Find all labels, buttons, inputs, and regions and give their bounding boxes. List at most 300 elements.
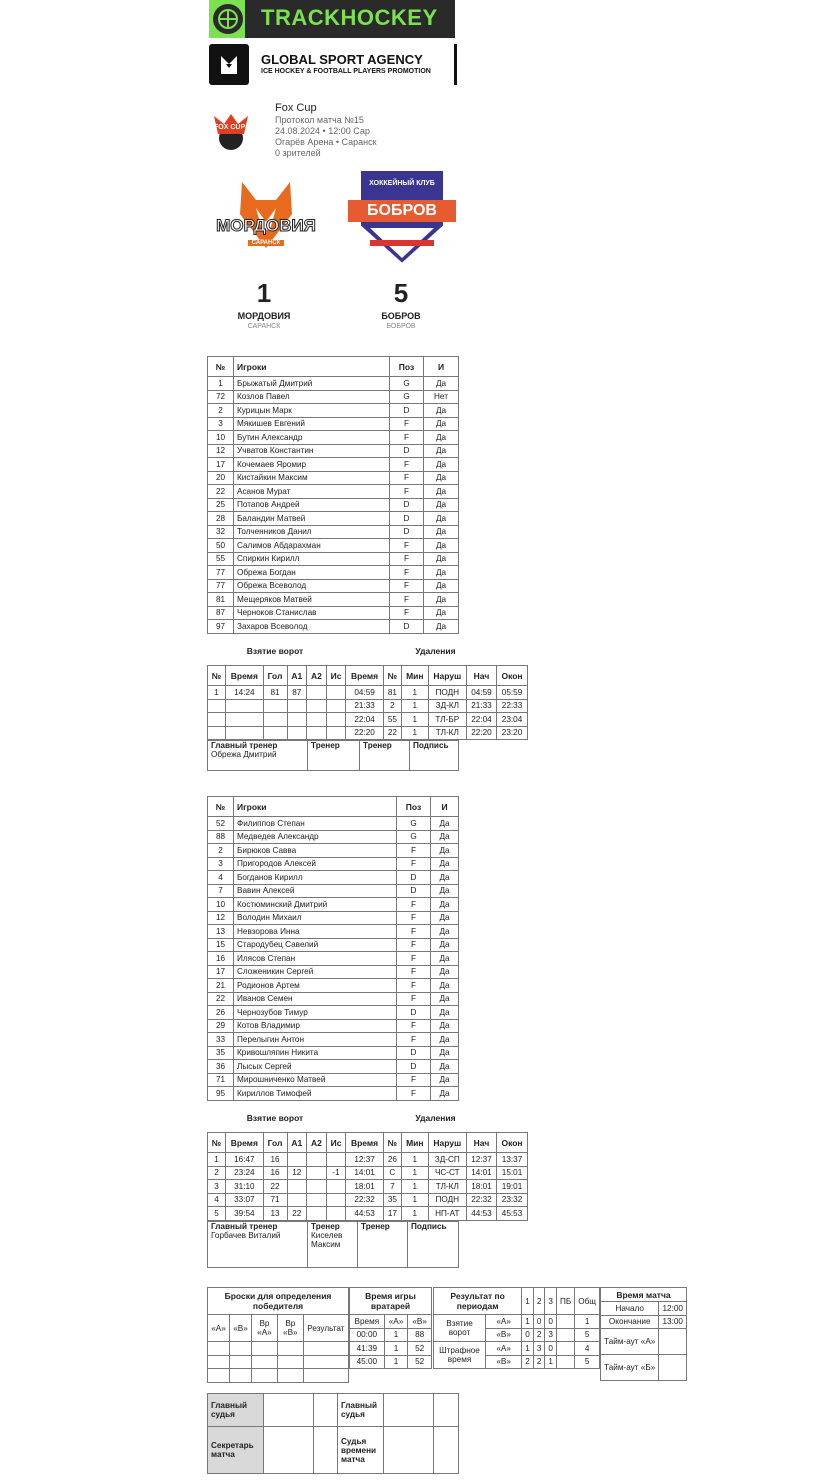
shootout-col: «В» [230,1315,252,1342]
team-label: «А» [486,1342,522,1356]
player-row [208,377,459,391]
goal-cell: 87 [287,686,307,700]
goal-cell: -1 [326,1166,346,1180]
player-position: F [397,1019,431,1033]
player-position: F [390,458,424,472]
match-time-row [601,1302,687,1316]
shootout-col: Вр «А» [252,1315,278,1342]
player-row [208,498,459,512]
period-cell: 2 [533,1328,545,1342]
player-name: Черноков Станислав [234,606,390,620]
player-number: 52 [208,817,234,831]
player-row [208,871,459,885]
player-name: Бутин Александр [234,431,390,445]
player-number: 7 [208,884,234,898]
goal-cell: 22 [287,1207,307,1221]
match-arena: Огарёв Арена • Саранск [275,137,377,147]
goalie-row [350,1328,432,1342]
player-name: Захаров Всеволод [234,620,390,634]
ref2-label: Главный судья [338,1394,384,1427]
player-number: 26 [208,1006,234,1020]
penalty-cell: 04:59 [346,686,384,700]
penalty-cell: 81 [383,686,401,700]
player-position: F [390,431,424,445]
player-name: Кистайкин Максим [234,471,390,485]
goal-cell: 12 [287,1166,307,1180]
period-label: Штрафное время [434,1342,486,1369]
penalty-cell: 22:20 [466,726,496,740]
player-name: Невзорова Инна [234,925,397,939]
penalty-cell: 1 [401,1207,428,1221]
player-number: 50 [208,539,234,553]
player-name: Илясов Степан [234,952,397,966]
player-row [208,898,459,912]
player-position: F [390,566,424,580]
player-name: Костюминский Дмитрий [234,898,397,912]
period-cell: 3 [545,1328,557,1342]
player-played: Да [431,1087,459,1101]
home-roster-table: № Игроки Поз И 1 Брыжатый Дмитрий G Да 72 Козлов Павел G Нет 2 Курицын Марк D Да 3 Мякишев Евгений F Да 10 Бутин Александр F Да 12 Учватов Константин D Да 17 Кочемаев Яромир F Да 20 Кистайкин Максим F Да 22 Асанов Мурат F Да 25 Потапов Андрей D Да 28 Баландин Матвей D Да 32 Толченников Данил D Да 50 Салимов Абдарахман F Да 55 Спиркин Кирилл F Да 77 Обрежа Богдан F Да 77 Обрежа Всеволод F Да 81 Мещеряков Матвей F Да 87 Черноков Станислав F Да 97 Захаров Всеволод D Да [207,356,459,634]
home-team-logo: МОРДОВИЯ САРАНСК [212,178,320,258]
player-number: 77 [208,566,234,580]
match-time-row [601,1315,687,1329]
fox-cup-logo: FOX CUP [208,110,254,152]
player-row [208,1006,459,1020]
penalty-cell: 12:37 [466,1153,496,1167]
period-col: Общ [575,1288,600,1315]
player-played: Да [431,911,459,925]
goal-cell: 1 [208,686,226,700]
player-name: Чернозубов Тимур [234,1006,397,1020]
penalty-cell: 2 [383,699,401,713]
player-row [208,1033,459,1047]
penalty-cell: 04:59 [466,686,496,700]
period-cell [556,1328,574,1342]
player-played: Да [431,844,459,858]
period-cell [556,1355,574,1369]
penalty-cell: 22:33 [497,699,528,713]
penalty-cell: 23:04 [497,713,528,727]
penalty-cell: 1 [401,699,428,713]
goal-cell: 33:07 [226,1193,264,1207]
player-played: Да [424,498,459,512]
player-name: Лысых Сергей [234,1060,397,1074]
player-position: F [390,539,424,553]
goal-cell [307,713,327,727]
player-row [208,444,459,458]
player-number: 16 [208,952,234,966]
penalty-cell: 13:37 [497,1153,528,1167]
penalty-cell: 19:01 [497,1180,528,1194]
player-row [208,431,459,445]
period-col: 3 [545,1288,557,1315]
player-position: G [397,817,431,831]
goal-cell [287,713,307,727]
player-row [208,938,459,952]
player-row [208,539,459,553]
tournament-name: Fox Cup [275,102,317,114]
brand-name: TRACKHOCKEY [261,5,438,30]
goal-cell [307,1193,327,1207]
penalty-cell: 1 [401,1153,428,1167]
goal-cell: 71 [263,1193,287,1207]
player-name: Салимов Абдарахман [234,539,390,553]
player-played: Да [431,938,459,952]
penalty-cell: 44:53 [346,1207,384,1221]
player-position: F [397,844,431,858]
match-time-label: Тайм-аут «Б» [601,1355,659,1381]
player-number: 15 [208,938,234,952]
home-team-city: САРАНСК [247,323,281,330]
goal-cell [287,1180,307,1194]
goalie-row [350,1355,432,1369]
goal-cell [326,726,346,740]
goalie-cell: 52 [408,1342,432,1356]
penalty-cell: 21:33 [346,699,384,713]
goal-cell: 16 [263,1153,287,1167]
player-row [208,471,459,485]
player-number: 72 [208,390,234,404]
player-played: Да [431,1033,459,1047]
goal-cell [208,726,226,740]
home-events-table: № Время Гол А1 А2 Ис Время № Мин Наруш Нач Окон 1 14:24 81 87 04:59 81 1 ПОДН 04:59 05:59 21:33 2 1 ЗД-КЛ 21:33 22:33 22:04 55 1 ТЛ-БР 22:04 23:04 22:20 22 1 ТЛ-КЛ 22:20 23:20 [207,665,528,740]
event-row [208,713,528,727]
player-row [208,817,459,831]
periods-title: Результат по периодам [434,1288,522,1315]
penalty-cell: 1 [401,1166,428,1180]
player-name: Вавин Алексей [234,884,397,898]
player-played: Да [431,871,459,885]
goal-cell [287,726,307,740]
player-position: G [397,830,431,844]
protocol-number: Протокол матча №15 [275,115,364,125]
player-played: Да [431,1060,459,1074]
globe-icon [213,4,243,34]
event-row [208,1166,528,1180]
player-row [208,857,459,871]
player-position: D [397,871,431,885]
player-played: Да [424,606,459,620]
period-cell: 0 [533,1315,545,1329]
player-name: Перелыгин Антон [234,1033,397,1047]
penalty-cell: 1 [401,726,428,740]
player-number: 10 [208,898,234,912]
player-number: 13 [208,925,234,939]
away-roster-table: № Игроки Поз И 52 Филиппов Степан G Да 88 Медведев Александр G Да 2 Бирюков Савва F Да 3 Пригородов Алексей F Да 4 Богданов Кирилл D Да 7 Вавин Алексей D Да 10 Костюминский Дмитрий F Да 12 Володин Михаил F Да 13 Невзорова Инна F Да 15 Стародубец Савелий F Да 16 Илясов Степан F Да 17 Сложеникин Сергей F Да 21 Родионов Артем F Да 22 Иванов Семен F Да 26 Чернозубов Тимур D Да 29 Котов Владимир F Да 33 Перелыгин Антон F Да 35 Кривошляпин Никита D Да 36 Лысых Сергей D Да 71 Мирошниченко Матвей F Да 95 Кириллов Тимофей F Да [207,796,459,1101]
period-cell: 3 [533,1342,545,1356]
player-played: Нет [424,390,459,404]
home-goals-title: Взятие ворот [246,646,304,656]
player-position: F [397,1087,431,1101]
event-row [208,1153,528,1167]
goalie-cell: 1 [384,1328,408,1342]
player-row [208,1046,459,1060]
player-name: Курицын Марк [234,404,390,418]
player-number: 97 [208,620,234,634]
player-position: F [390,593,424,607]
player-played: Да [424,377,459,391]
goalie-cell: 45:00 [350,1355,385,1369]
player-position: F [397,898,431,912]
player-row [208,952,459,966]
player-row [208,417,459,431]
goalie-row [350,1342,432,1356]
player-played: Да [431,979,459,993]
penalty-cell: ПОДН [428,1193,466,1207]
player-name: Сложеникин Сергей [234,965,397,979]
away-coach: Киселев Максим [311,1231,343,1249]
player-row [208,485,459,499]
goal-cell [263,726,287,740]
player-number: 4 [208,871,234,885]
away-score: 5 [393,278,409,308]
secretary-label: Секретарь матча [208,1427,264,1474]
player-played: Да [431,965,459,979]
player-row [208,512,459,526]
player-name: Козлов Павел [234,390,390,404]
goal-cell: 1 [208,1153,226,1167]
goal-cell: 14:24 [226,686,264,700]
home-staff-table: Главный тренер Обрежа Дмитрий Тренер Тренер Подпись [207,740,459,771]
event-row [208,1180,528,1194]
goal-cell [287,1153,307,1167]
player-number: 17 [208,458,234,472]
player-number: 29 [208,1019,234,1033]
player-number: 55 [208,552,234,566]
player-number: 32 [208,525,234,539]
player-name: Иванов Семен [234,992,397,1006]
player-position: D [390,444,424,458]
player-played: Да [424,579,459,593]
player-position: D [390,620,424,634]
player-number: 2 [208,844,234,858]
match-time-row [601,1355,687,1381]
goal-cell: 39:54 [226,1207,264,1221]
player-row [208,458,459,472]
goalie-cell: 1 [384,1342,408,1356]
home-score: 1 [256,278,272,308]
agency-subtitle: ICE HOCKEY & FOOTBALL PLAYERS PROMOTION [261,68,431,75]
player-row [208,620,459,634]
away-penalties-title: Удаления [415,1113,456,1123]
player-played: Да [424,539,459,553]
match-time-label: Тайм-аут «А» [601,1329,659,1355]
player-number: 25 [208,498,234,512]
penalty-cell: 1 [401,1193,428,1207]
player-row [208,593,459,607]
goal-cell [263,699,287,713]
period-row [434,1342,600,1356]
penalty-cell: ТЛ-КЛ [428,1180,466,1194]
goal-cell: 23:24 [226,1166,264,1180]
away-staff-table: Главный тренер Горбачев Виталий Тренер Киселев Максим Тренер Подпись [207,1221,459,1268]
penalty-cell: ЗД-КЛ [428,699,466,713]
goal-cell [287,699,307,713]
player-position: F [397,979,431,993]
trackhockey-banner [209,0,455,38]
player-row [208,979,459,993]
player-name: Кочемаев Яромир [234,458,390,472]
penalty-cell: ПОДН [428,686,466,700]
goal-cell [326,699,346,713]
penalty-cell: 22:32 [466,1193,496,1207]
player-name: Брыжатый Дмитрий [234,377,390,391]
home-head-coach: Обрежа Дмитрий [211,750,277,759]
player-number: 21 [208,979,234,993]
goalie-cell: 88 [408,1328,432,1342]
penalty-cell: 7 [383,1180,401,1194]
goal-cell [208,713,226,727]
player-number: 88 [208,830,234,844]
player-row [208,552,459,566]
player-played: Да [424,417,459,431]
agency-name: GLOBAL SPORT AGENCY [261,52,423,67]
match-info [275,102,377,159]
player-name: Спиркин Кирилл [234,552,390,566]
player-position: D [390,525,424,539]
home-team-name: МОРДОВИЯ [237,311,291,321]
player-row [208,844,459,858]
team-label: «В» [486,1328,522,1342]
player-played: Да [431,1006,459,1020]
player-row [208,1060,459,1074]
player-position: F [397,925,431,939]
goal-cell [326,686,346,700]
player-name: Учватов Константин [234,444,390,458]
penalty-cell: 22 [383,726,401,740]
penalty-cell: 18:01 [466,1180,496,1194]
home-penalties-title: Удаления [415,646,456,656]
match-time-label: Начало [601,1302,659,1316]
penalty-cell: 23:32 [497,1193,528,1207]
penalty-cell: 22:20 [346,726,384,740]
player-number: 95 [208,1087,234,1101]
penalty-cell: ТЛ-КЛ [428,726,466,740]
away-goals-title: Взятие ворот [246,1113,304,1123]
match-time-value [659,1355,687,1381]
penalty-cell: ЧС-СТ [428,1166,466,1180]
match-time-value: 13:00 [659,1315,687,1329]
goalie-cell: 52 [408,1355,432,1369]
penalty-cell: 35 [383,1193,401,1207]
goal-cell: 5 [208,1207,226,1221]
player-position: D [390,498,424,512]
player-played: Да [424,593,459,607]
player-position: F [390,485,424,499]
penalty-cell: 44:53 [466,1207,496,1221]
period-cell: 2 [533,1355,545,1369]
player-row [208,965,459,979]
player-row [208,1073,459,1087]
player-row [208,390,459,404]
player-played: Да [431,817,459,831]
player-row [208,579,459,593]
player-position: F [397,938,431,952]
player-position: F [390,606,424,620]
penalty-cell: 45:53 [497,1207,528,1221]
spectators: 0 зрителей [275,148,321,158]
period-col: 2 [533,1288,545,1315]
player-position: D [390,512,424,526]
goalie-cell: 1 [384,1355,408,1369]
player-played: Да [431,925,459,939]
team-label: «В» [486,1355,522,1369]
penalty-cell: 14:01 [466,1166,496,1180]
penalty-cell: 26 [383,1153,401,1167]
player-name: Кириллов Тимофей [234,1087,397,1101]
goalie-time-table: Время игры вратарей Время «А» «В» 00:00 1 88 41:39 1 52 45:00 1 52 [349,1287,432,1369]
goalie-col: «В» [408,1315,432,1329]
player-played: Да [431,830,459,844]
player-played: Да [424,431,459,445]
player-name: Мирошниченко Матвей [234,1073,397,1087]
player-name: Стародубец Савелий [234,938,397,952]
player-name: Толченников Данил [234,525,390,539]
player-position: D [397,884,431,898]
officials-table [207,1393,459,1474]
penalty-cell: С [383,1166,401,1180]
goal-cell [326,1193,346,1207]
penalty-cell: 05:59 [497,686,528,700]
away-head-coach: Горбачев Виталий [211,1231,281,1240]
goal-cell: 4 [208,1193,226,1207]
event-row [208,726,528,740]
goal-cell [208,699,226,713]
match-time-value [659,1329,687,1355]
goal-cell: 13 [263,1207,287,1221]
shootout-col: Вр «В» [277,1315,303,1342]
player-position: D [397,1060,431,1074]
player-played: Да [424,485,459,499]
penalty-cell: ЗД-СП [428,1153,466,1167]
goalie-cell: 00:00 [350,1328,385,1342]
player-name: Богданов Кирилл [234,871,397,885]
period-cell: 0 [545,1342,557,1356]
player-number: 33 [208,1033,234,1047]
player-played: Да [424,620,459,634]
player-row [208,1019,459,1033]
period-col: 1 [522,1288,534,1315]
penalty-cell: 22:04 [466,713,496,727]
player-played: Да [424,471,459,485]
goal-cell: 3 [208,1180,226,1194]
player-number: 36 [208,1060,234,1074]
player-number: 22 [208,992,234,1006]
event-row [208,699,528,713]
ref1-label: Главный судья [208,1394,264,1427]
player-number: 1 [208,377,234,391]
player-position: D [397,1006,431,1020]
player-position: G [390,390,424,404]
player-name: Володин Михаил [234,911,397,925]
player-position: F [397,965,431,979]
goal-cell [307,1207,327,1221]
goal-cell: 81 [263,686,287,700]
goal-cell [307,686,327,700]
penalty-cell: 1 [401,713,428,727]
player-played: Да [431,857,459,871]
player-row [208,606,459,620]
period-row [434,1315,600,1329]
penalty-cell: НП-АТ [428,1207,466,1221]
player-position: D [397,1046,431,1060]
period-cell: 5 [575,1355,600,1369]
player-name: Потапов Андрей [234,498,390,512]
player-number: 20 [208,471,234,485]
away-team-city: БОБРОВ [386,323,416,330]
period-cell: 1 [575,1315,600,1329]
player-number: 10 [208,431,234,445]
